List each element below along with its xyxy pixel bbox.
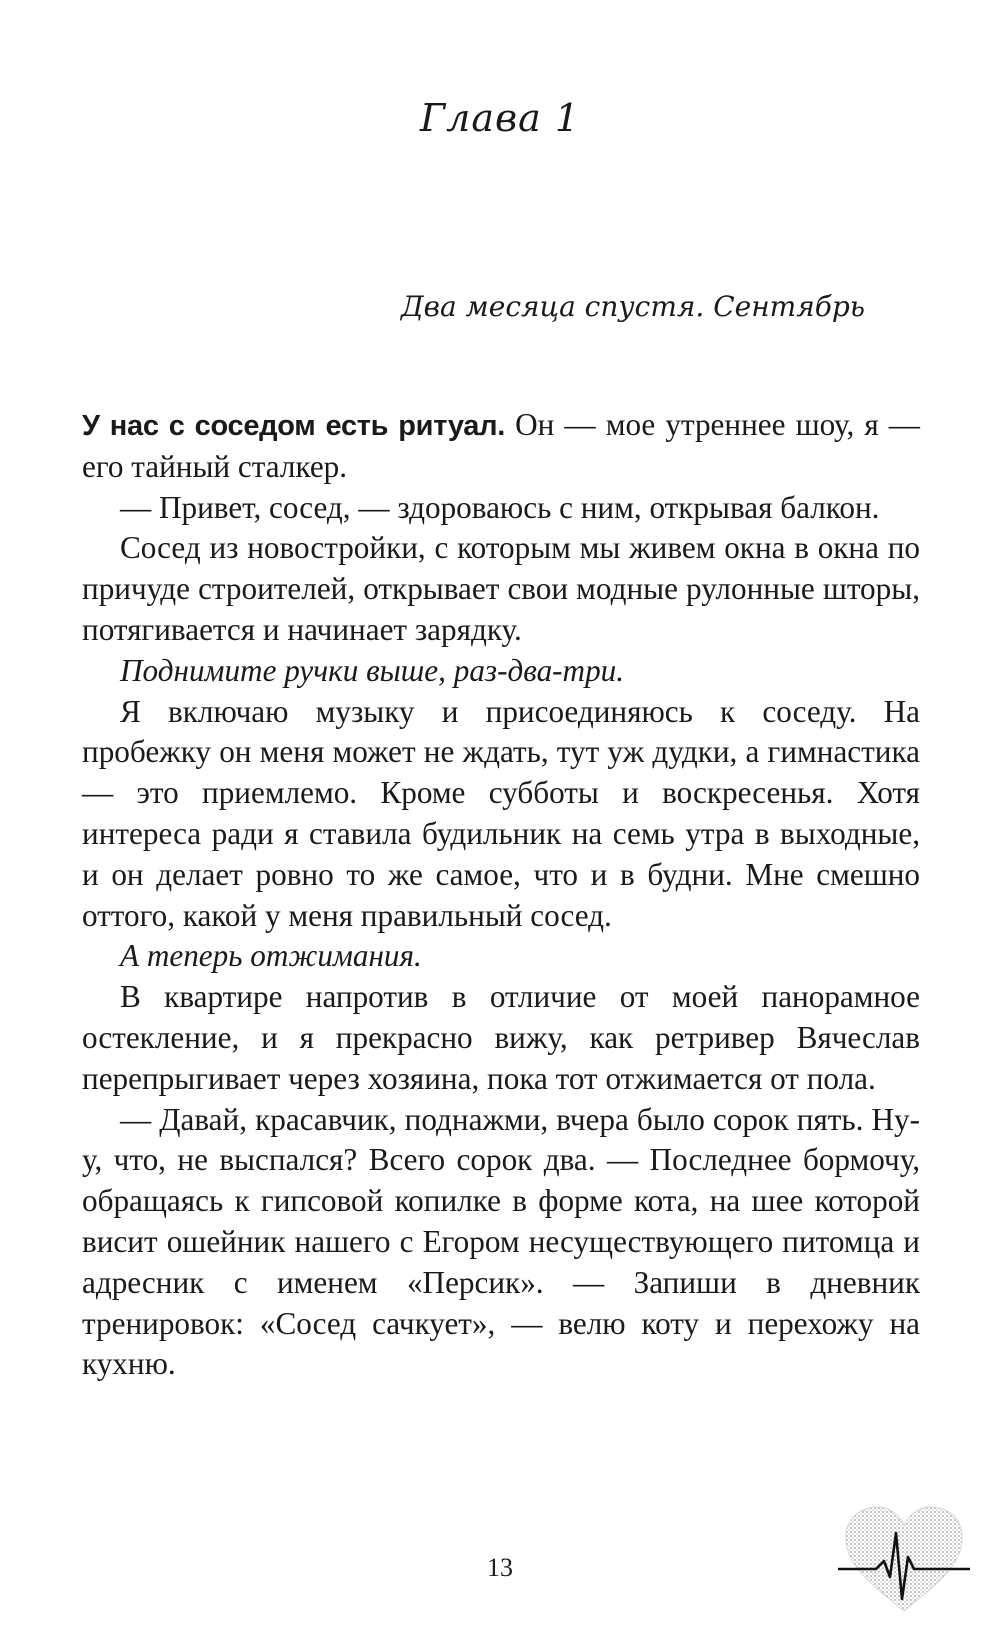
paragraph-6-italic: А теперь отжимания.: [120, 938, 422, 974]
paragraph-7: В квартире напротив в отличие от моей панорамное остекление, и я прекрасно вижу, как ретривер Вячеслав перепрыгивает через хозяина, пока тот отжимается от пола.: [82, 979, 920, 1096]
paragraph-5: Я включаю музыку и присоединяюсь к соседу. На пробежку он меня может не ждать, тут уж дудки, а гимнастика — это приемлемо. Кроме субботы и воскресенья. Хотя интереса ради я ставила будильник на семь утра в выходные, и он делает ровно то же самое, что и в будни. Мне смешно оттого, какой у меня правильный сосед.: [82, 693, 920, 933]
paragraph-1: [82, 405, 920, 488]
paragraph-2: — Привет, сосед, — здороваюсь с ним, открывая балкон.: [120, 489, 880, 525]
epigraph: Два месяца спустя. Сентябрь: [400, 290, 865, 323]
lead-phrase: У нас с соседом есть ритуал.: [82, 410, 505, 442]
paragraph-4-italic: Поднимите ручки выше, раз-два-три.: [120, 652, 625, 688]
page-number: 13: [487, 1553, 513, 1582]
body-text: [82, 405, 920, 1385]
paragraph-1-rest: Он — мое утреннее шоу, я — его тайный сталкер.: [82, 407, 920, 484]
chapter-title: Глава 1: [419, 96, 581, 140]
paragraph-8: — Давай, красавчик, поднажми, вчера было сорок пять. Ну-у, что, не выспался? Всего сорок два. — Последнее бормочу, обращаясь к гипсовой копилке в форме кота, на шее которой висит ошейник нашего с Егором несуществующего питомца и адресник с именем «Персик». — Запиши в дневник тренировок: «Сосед сачкует», — велю коту и перехожу на кухню.: [82, 1101, 920, 1382]
paragraph-3: Сосед из новостройки, с которым мы живем окна в окна по причуде строителей, открывает свои модные рулонные шторы, потягивается и начинает зарядку.: [82, 530, 920, 647]
heart-heartbeat-icon: [838, 1503, 970, 1615]
